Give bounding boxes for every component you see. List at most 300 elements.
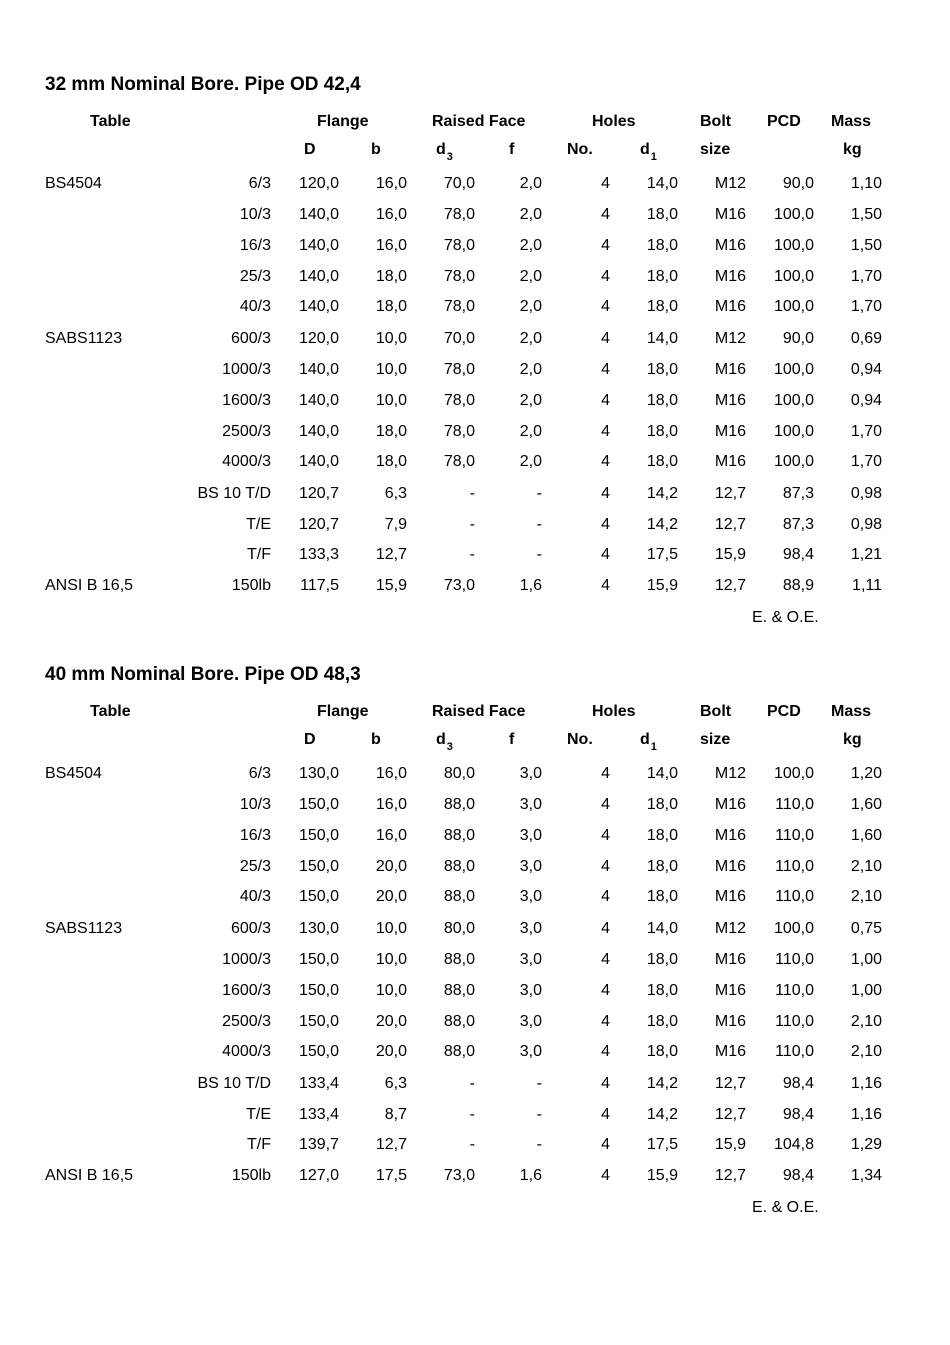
mass-cell: 0,98 <box>850 485 882 502</box>
face-f-cell: - <box>536 546 542 563</box>
face-f-cell: 2,0 <box>519 206 542 223</box>
table-row <box>0 423 950 443</box>
header-table: Table <box>90 703 131 720</box>
standard-cell: BS4504 <box>45 765 102 782</box>
pcd-cell: 110,0 <box>775 796 814 813</box>
header-f: f <box>509 731 515 748</box>
table-row <box>0 888 950 908</box>
holes-d1-cell: 14,2 <box>646 1075 678 1092</box>
mass-cell: 2,10 <box>850 1043 882 1060</box>
face-d3-cell: 88,0 <box>443 1013 475 1030</box>
pcd-cell: 90,0 <box>782 330 814 347</box>
pcd-cell: 98,4 <box>782 546 814 563</box>
header-mass: Mass <box>831 113 872 130</box>
class-cell: 25/3 <box>239 268 271 285</box>
holes-d1-cell: 18,0 <box>646 951 678 968</box>
bolt-size-cell: M12 <box>714 920 746 937</box>
section-title: 40 mm Nominal Bore. Pipe OD 48,3 <box>45 664 361 685</box>
header-no: No. <box>567 141 593 158</box>
flange-d-cell: 139,7 <box>298 1136 339 1153</box>
holes-d1-cell: 15,9 <box>646 577 678 594</box>
standard-cell: SABS1123 <box>45 330 123 347</box>
holes-no-cell: 4 <box>601 175 610 192</box>
bolt-size-cell: 12,7 <box>714 577 746 594</box>
face-d3-cell: 88,0 <box>443 1043 475 1060</box>
pcd-cell: 100,0 <box>773 453 814 470</box>
face-d3-cell: - <box>469 546 475 563</box>
face-d3-cell: - <box>469 1136 475 1153</box>
mass-cell: 0,94 <box>850 392 882 409</box>
mass-cell: 1,50 <box>850 237 882 254</box>
bolt-size-cell: M16 <box>714 982 746 999</box>
flange-b-cell: 10,0 <box>375 392 407 409</box>
pcd-cell: 98,4 <box>782 1075 814 1092</box>
flange-d-cell: 120,7 <box>298 516 339 533</box>
holes-d1-cell: 18,0 <box>646 453 678 470</box>
flange-b-cell: 10,0 <box>375 951 407 968</box>
flange-b-cell: 20,0 <box>375 858 407 875</box>
face-f-cell: 2,0 <box>519 453 542 470</box>
holes-no-cell: 4 <box>601 485 610 502</box>
flange-b-cell: 10,0 <box>375 330 407 347</box>
table-row <box>0 268 950 288</box>
flange-b-cell: 16,0 <box>375 765 407 782</box>
pcd-cell: 110,0 <box>775 888 814 905</box>
header-holes: Holes <box>592 703 636 720</box>
flange-d-cell: 133,4 <box>298 1075 339 1092</box>
errors-omissions-note: E. & O.E. <box>752 609 819 626</box>
header-pcd: PCD <box>767 703 801 720</box>
flange-d-cell: 150,0 <box>298 827 339 844</box>
mass-cell: 2,10 <box>850 1013 882 1030</box>
pcd-cell: 100,0 <box>773 920 814 937</box>
holes-no-cell: 4 <box>601 951 610 968</box>
face-f-cell: - <box>536 1075 542 1092</box>
class-cell: 10/3 <box>239 796 271 813</box>
flange-d-cell: 140,0 <box>298 237 339 254</box>
face-d3-cell: 88,0 <box>443 796 475 813</box>
mass-cell: 0,98 <box>850 516 882 533</box>
class-cell: 600/3 <box>230 920 271 937</box>
header-bolt: Bolt <box>700 703 732 720</box>
face-d3-cell: 78,0 <box>443 361 475 378</box>
header-flange: Flange <box>317 113 369 130</box>
flange-b-cell: 7,9 <box>384 516 407 533</box>
class-cell: 6/3 <box>248 175 271 192</box>
flange-d-cell: 150,0 <box>298 858 339 875</box>
table-row <box>0 392 950 412</box>
pcd-cell: 104,8 <box>773 1136 814 1153</box>
holes-d1-cell: 18,0 <box>646 361 678 378</box>
flange-b-cell: 20,0 <box>375 888 407 905</box>
pcd-cell: 98,4 <box>782 1106 814 1123</box>
flange-d-cell: 140,0 <box>298 423 339 440</box>
mass-cell: 1,34 <box>850 1167 882 1184</box>
header-no: No. <box>567 731 593 748</box>
table-row <box>0 1075 950 1095</box>
header-d: D <box>304 141 316 158</box>
class-cell: 600/3 <box>230 330 271 347</box>
bolt-size-cell: M16 <box>714 453 746 470</box>
flange-d-cell: 140,0 <box>298 361 339 378</box>
flange-d-cell: 150,0 <box>298 1013 339 1030</box>
face-d3-cell: 70,0 <box>443 175 475 192</box>
bolt-size-cell: M16 <box>714 392 746 409</box>
flange-b-cell: 12,7 <box>375 1136 407 1153</box>
mass-cell: 2,10 <box>850 888 882 905</box>
bolt-size-cell: 15,9 <box>714 546 746 563</box>
pcd-cell: 90,0 <box>782 175 814 192</box>
holes-no-cell: 4 <box>601 237 610 254</box>
table-row <box>0 920 950 940</box>
header-pcd: PCD <box>767 113 801 130</box>
flange-d-cell: 130,0 <box>298 765 339 782</box>
table-row <box>0 453 950 473</box>
holes-no-cell: 4 <box>601 827 610 844</box>
class-cell: 4000/3 <box>222 1043 271 1060</box>
face-f-cell: 3,0 <box>519 765 542 782</box>
bolt-size-cell: M16 <box>714 888 746 905</box>
holes-d1-cell: 17,5 <box>646 1136 678 1153</box>
face-f-cell: 2,0 <box>519 330 542 347</box>
header-raised-face: Raised Face <box>432 113 526 130</box>
header-holes: Holes <box>592 113 636 130</box>
mass-cell: 1,20 <box>850 765 882 782</box>
class-cell: 16/3 <box>239 827 271 844</box>
header-d3-subscript: 3 <box>446 151 453 163</box>
flange-b-cell: 12,7 <box>375 546 407 563</box>
face-f-cell: 2,0 <box>519 423 542 440</box>
holes-d1-cell: 18,0 <box>646 237 678 254</box>
holes-d1-cell: 18,0 <box>646 888 678 905</box>
face-f-cell: 3,0 <box>519 796 542 813</box>
face-f-cell: 3,0 <box>519 858 542 875</box>
pcd-cell: 110,0 <box>775 982 814 999</box>
holes-d1-cell: 18,0 <box>646 268 678 285</box>
flange-d-cell: 150,0 <box>298 1043 339 1060</box>
class-cell: 4000/3 <box>222 453 271 470</box>
header-b: b <box>371 141 381 158</box>
holes-d1-cell: 18,0 <box>646 982 678 999</box>
pcd-cell: 110,0 <box>775 1013 814 1030</box>
flange-b-cell: 16,0 <box>375 206 407 223</box>
face-f-cell: 1,6 <box>519 1167 542 1184</box>
header-size: size <box>700 141 731 158</box>
pcd-cell: 100,0 <box>773 392 814 409</box>
face-d3-cell: 73,0 <box>443 1167 475 1184</box>
flange-d-cell: 120,7 <box>298 485 339 502</box>
holes-d1-cell: 17,5 <box>646 546 678 563</box>
holes-d1-cell: 18,0 <box>646 1043 678 1060</box>
holes-d1-cell: 18,0 <box>646 858 678 875</box>
mass-cell: 0,75 <box>850 920 882 937</box>
flange-d-cell: 117,5 <box>300 577 339 594</box>
holes-d1-cell: 18,0 <box>646 392 678 409</box>
section-title: 32 mm Nominal Bore. Pipe OD 42,4 <box>45 74 361 95</box>
table-row <box>0 175 950 195</box>
flange-b-cell: 16,0 <box>375 796 407 813</box>
header-d1-subscript: 1 <box>650 741 657 753</box>
table-row <box>0 298 950 318</box>
holes-d1-cell: 14,2 <box>646 1106 678 1123</box>
class-cell: 16/3 <box>239 237 271 254</box>
face-f-cell: - <box>536 1136 542 1153</box>
face-d3-cell: 78,0 <box>443 392 475 409</box>
header-kg: kg <box>843 731 862 748</box>
holes-no-cell: 4 <box>601 330 610 347</box>
face-d3-cell: 78,0 <box>443 453 475 470</box>
mass-cell: 1,16 <box>850 1106 882 1123</box>
table-row <box>0 858 950 878</box>
holes-no-cell: 4 <box>601 423 610 440</box>
bolt-size-cell: M12 <box>714 175 746 192</box>
table-row <box>0 577 950 597</box>
table-row <box>0 237 950 257</box>
holes-no-cell: 4 <box>601 453 610 470</box>
header-raised-face: Raised Face <box>432 703 526 720</box>
bolt-size-cell: M16 <box>714 827 746 844</box>
face-f-cell: 2,0 <box>519 298 542 315</box>
face-f-cell: 3,0 <box>519 920 542 937</box>
mass-cell: 1,29 <box>850 1136 882 1153</box>
header-d1-subscript: 1 <box>650 151 657 163</box>
class-cell: 6/3 <box>248 765 271 782</box>
class-cell: 40/3 <box>239 298 271 315</box>
table-row <box>0 516 950 536</box>
holes-no-cell: 4 <box>601 361 610 378</box>
table-row <box>0 1136 950 1156</box>
mass-cell: 1,00 <box>850 982 882 999</box>
standard-cell: SABS1123 <box>45 920 123 937</box>
flange-d-cell: 140,0 <box>298 268 339 285</box>
bolt-size-cell: M16 <box>714 298 746 315</box>
flange-d-cell: 140,0 <box>298 206 339 223</box>
pcd-cell: 98,4 <box>782 1167 814 1184</box>
flange-d-cell: 150,0 <box>298 796 339 813</box>
mass-cell: 2,10 <box>850 858 882 875</box>
class-cell: 150lb <box>231 1167 271 1184</box>
pcd-cell: 88,9 <box>782 577 814 594</box>
header-d3 <box>436 141 453 163</box>
flange-b-cell: 18,0 <box>375 423 407 440</box>
face-d3-cell: 78,0 <box>443 423 475 440</box>
mass-cell: 1,11 <box>852 577 882 594</box>
bolt-size-cell: M16 <box>714 1043 746 1060</box>
header-d3-base: d <box>436 731 446 748</box>
holes-no-cell: 4 <box>601 1106 610 1123</box>
holes-d1-cell: 18,0 <box>646 827 678 844</box>
standard-cell: ANSI B 16,5 <box>45 1167 134 1184</box>
mass-cell: 1,70 <box>850 453 882 470</box>
flange-b-cell: 6,3 <box>384 1075 407 1092</box>
mass-cell: 1,60 <box>850 796 882 813</box>
table-row <box>0 982 950 1002</box>
bolt-size-cell: 12,7 <box>714 1106 746 1123</box>
class-cell: 1600/3 <box>222 392 271 409</box>
table-row <box>0 1106 950 1126</box>
holes-no-cell: 4 <box>601 546 610 563</box>
header-mass: Mass <box>831 703 872 720</box>
bolt-size-cell: M16 <box>714 237 746 254</box>
pcd-cell: 87,3 <box>782 485 814 502</box>
face-f-cell: 2,0 <box>519 237 542 254</box>
errors-omissions-note: E. & O.E. <box>752 1199 819 1216</box>
face-d3-cell: 88,0 <box>443 888 475 905</box>
flange-b-cell: 18,0 <box>375 453 407 470</box>
standard-cell: ANSI B 16,5 <box>45 577 134 594</box>
face-d3-cell: 88,0 <box>443 951 475 968</box>
holes-d1-cell: 15,9 <box>646 1167 678 1184</box>
flange-b-cell: 18,0 <box>375 298 407 315</box>
holes-d1-cell: 18,0 <box>646 298 678 315</box>
holes-d1-cell: 14,0 <box>646 330 678 347</box>
bolt-size-cell: 12,7 <box>714 1075 746 1092</box>
holes-d1-cell: 18,0 <box>646 1013 678 1030</box>
holes-no-cell: 4 <box>601 268 610 285</box>
holes-d1-cell: 14,2 <box>646 516 678 533</box>
header-d1-base: d <box>640 141 650 158</box>
table-row <box>0 206 950 226</box>
holes-no-cell: 4 <box>601 577 610 594</box>
mass-cell: 1,16 <box>850 1075 882 1092</box>
header-d: D <box>304 731 316 748</box>
pcd-cell: 100,0 <box>773 361 814 378</box>
bolt-size-cell: M16 <box>714 423 746 440</box>
flange-d-cell: 120,0 <box>298 330 339 347</box>
bolt-size-cell: M12 <box>714 765 746 782</box>
mass-cell: 1,00 <box>850 951 882 968</box>
class-cell: 10/3 <box>239 206 271 223</box>
table-row <box>0 796 950 816</box>
face-f-cell: 3,0 <box>519 1013 542 1030</box>
face-d3-cell: 70,0 <box>443 330 475 347</box>
flange-b-cell: 10,0 <box>375 920 407 937</box>
flange-b-cell: 17,5 <box>375 1167 407 1184</box>
standard-cell: BS4504 <box>45 175 102 192</box>
holes-d1-cell: 14,0 <box>646 920 678 937</box>
class-cell: 2500/3 <box>222 423 271 440</box>
flange-b-cell: 18,0 <box>375 268 407 285</box>
flange-d-cell: 127,0 <box>298 1167 339 1184</box>
pcd-cell: 100,0 <box>773 423 814 440</box>
flange-d-cell: 150,0 <box>298 982 339 999</box>
bolt-size-cell: M16 <box>714 858 746 875</box>
table-row <box>0 1167 950 1187</box>
mass-cell: 1,10 <box>850 175 882 192</box>
header-table: Table <box>90 113 131 130</box>
bolt-size-cell: M16 <box>714 206 746 223</box>
class-cell: 150lb <box>231 577 271 594</box>
holes-no-cell: 4 <box>601 298 610 315</box>
face-d3-cell: 88,0 <box>443 858 475 875</box>
holes-no-cell: 4 <box>601 1136 610 1153</box>
holes-no-cell: 4 <box>601 796 610 813</box>
bolt-size-cell: 12,7 <box>714 1167 746 1184</box>
header-bolt: Bolt <box>700 113 732 130</box>
face-f-cell: - <box>536 1106 542 1123</box>
header-d1 <box>640 141 657 163</box>
face-f-cell: 3,0 <box>519 1043 542 1060</box>
bolt-size-cell: M16 <box>714 796 746 813</box>
header-d3-subscript: 3 <box>446 741 453 753</box>
face-d3-cell: 73,0 <box>443 577 475 594</box>
mass-cell: 1,60 <box>850 827 882 844</box>
pcd-cell: 100,0 <box>773 206 814 223</box>
bolt-size-cell: 12,7 <box>714 485 746 502</box>
flange-d-cell: 150,0 <box>298 888 339 905</box>
table-row <box>0 330 950 350</box>
header-d1 <box>640 731 657 753</box>
face-f-cell: 3,0 <box>519 982 542 999</box>
flange-d-cell: 150,0 <box>298 951 339 968</box>
table-row <box>0 951 950 971</box>
face-d3-cell: - <box>469 1106 475 1123</box>
holes-no-cell: 4 <box>601 392 610 409</box>
table-section <box>0 74 950 634</box>
bolt-size-cell: M16 <box>714 1013 746 1030</box>
pcd-cell: 110,0 <box>775 827 814 844</box>
header-d1-base: d <box>640 731 650 748</box>
bolt-size-cell: M16 <box>714 951 746 968</box>
mass-cell: 1,70 <box>850 423 882 440</box>
face-d3-cell: 78,0 <box>443 298 475 315</box>
class-cell: 40/3 <box>239 888 271 905</box>
face-f-cell: 3,0 <box>519 951 542 968</box>
mass-cell: 1,50 <box>850 206 882 223</box>
bolt-size-cell: 15,9 <box>714 1136 746 1153</box>
flange-b-cell: 16,0 <box>375 237 407 254</box>
class-cell: BS 10 T/D <box>197 485 271 502</box>
face-d3-cell: - <box>469 1075 475 1092</box>
face-d3-cell: 78,0 <box>443 268 475 285</box>
table-row <box>0 485 950 505</box>
class-cell: BS 10 T/D <box>197 1075 271 1092</box>
holes-no-cell: 4 <box>601 1167 610 1184</box>
pcd-cell: 100,0 <box>773 237 814 254</box>
face-f-cell: 2,0 <box>519 268 542 285</box>
face-f-cell: - <box>536 516 542 533</box>
class-cell: T/F <box>247 1136 271 1153</box>
holes-d1-cell: 18,0 <box>646 796 678 813</box>
class-cell: 1000/3 <box>222 361 271 378</box>
pcd-cell: 110,0 <box>775 858 814 875</box>
flange-b-cell: 16,0 <box>375 827 407 844</box>
header-flange: Flange <box>317 703 369 720</box>
header-f: f <box>509 141 515 158</box>
flange-b-cell: 15,9 <box>375 577 407 594</box>
flange-d-cell: 133,4 <box>298 1106 339 1123</box>
mass-cell: 1,70 <box>850 268 882 285</box>
table-section <box>0 664 950 1224</box>
holes-no-cell: 4 <box>601 1043 610 1060</box>
bolt-size-cell: 12,7 <box>714 516 746 533</box>
mass-cell: 1,70 <box>850 298 882 315</box>
flange-b-cell: 8,7 <box>384 1106 407 1123</box>
flange-d-cell: 120,0 <box>298 175 339 192</box>
holes-no-cell: 4 <box>601 516 610 533</box>
holes-no-cell: 4 <box>601 1075 610 1092</box>
pcd-cell: 110,0 <box>775 1043 814 1060</box>
holes-d1-cell: 18,0 <box>646 423 678 440</box>
class-cell: 25/3 <box>239 858 271 875</box>
flange-b-cell: 10,0 <box>375 361 407 378</box>
face-f-cell: 2,0 <box>519 361 542 378</box>
holes-d1-cell: 14,0 <box>646 765 678 782</box>
pcd-cell: 100,0 <box>773 298 814 315</box>
header-d3-base: d <box>436 141 446 158</box>
table-row <box>0 1013 950 1033</box>
face-f-cell: 3,0 <box>519 888 542 905</box>
